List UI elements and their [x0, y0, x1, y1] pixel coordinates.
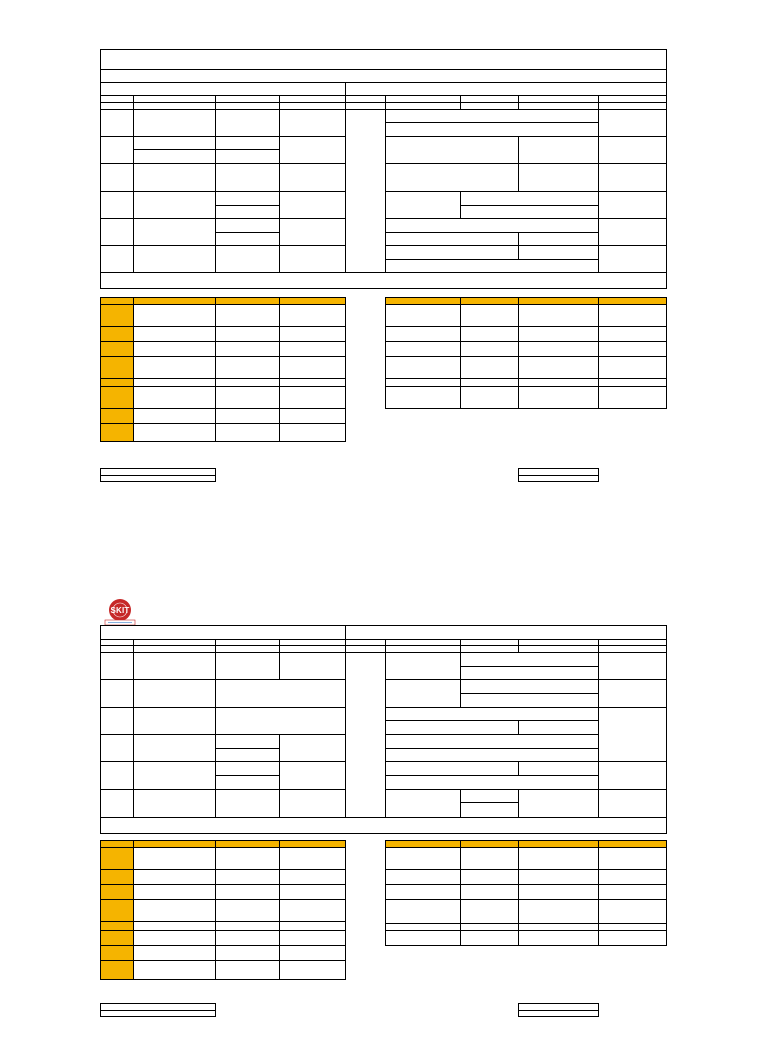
signature-box-left	[100, 1003, 216, 1017]
timetable-page-2	[0, 545, 768, 1057]
signature-box-left	[100, 468, 216, 482]
skit-logo-icon	[102, 597, 138, 627]
logo-text: SKIT	[110, 606, 130, 615]
timetable-grid	[100, 49, 667, 289]
signature-box-right	[518, 468, 599, 482]
signature-box-right	[518, 1003, 599, 1017]
timetable-grid	[100, 625, 667, 834]
timetable-page-1	[0, 0, 768, 512]
